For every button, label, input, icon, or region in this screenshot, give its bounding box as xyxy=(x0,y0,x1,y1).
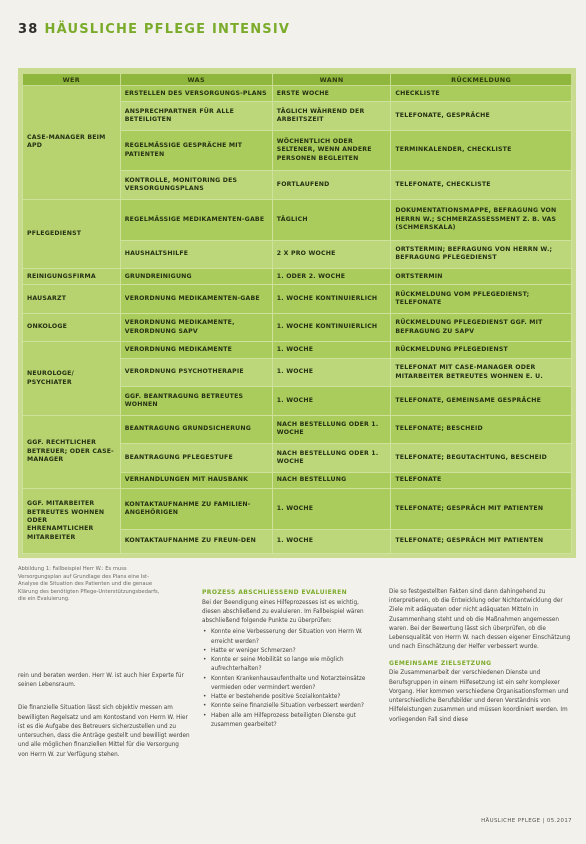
cell-wann: TÄGLICH xyxy=(272,199,391,240)
cell-wann: NACH BESTELLUNG ODER 1. WOCHE xyxy=(272,444,391,472)
cell-rueckmeldung: RÜCKMELDUNG PFLEGEDIENST GGF. MIT BEFRAGUNG ZU SAPV xyxy=(391,313,572,341)
cell-was: REGELMÄSSIGE MEDIKAMENTEN-GABE xyxy=(120,199,272,240)
table-row xyxy=(23,86,572,102)
cell-was: KONTAKTAUFNAHME ZU FAMILIEN-ANGEHÖRIGEN xyxy=(120,489,272,530)
text-column-3 xyxy=(389,588,573,727)
header-was: WAS xyxy=(120,74,272,86)
table-body xyxy=(23,86,572,554)
page-footer: HÄUSLICHE PFLEGE | 05.2017 xyxy=(481,818,572,824)
cell-wer: CASE-MANAGER BEIM APD xyxy=(23,86,121,200)
cell-was: VERORDNUNG MEDIKAMENTE, VERORDNUNG SAPV xyxy=(120,313,272,341)
cell-wann: FORTLAUFEND xyxy=(272,171,391,199)
cell-wer: NEUROLOGE/ PSYCHIATER xyxy=(23,342,121,415)
cell-rueckmeldung: TELEFONATE, GEMEINSAME GESPRÄCHE xyxy=(391,387,572,415)
list-item: • Hatte er bestehende positive Sozialkontakte? xyxy=(202,693,378,702)
list-item: • Hatte er weniger Schmerzen? xyxy=(202,647,378,656)
paragraph: Bei der Beendigung eines Hilfeprozesses ist es wichtig, diesen abschließend zu evaluieren. Im Fallbeispiel wären abschließend folgende Punkte zu überprüfen: xyxy=(202,599,364,625)
cell-wer: REINIGUNGSFIRMA xyxy=(23,268,121,284)
table-row xyxy=(23,268,572,284)
section-heading: GEMEINSAME ZIELSETZUNG xyxy=(389,659,492,667)
cell-wer: GGF. RECHTLICHER BETREUER; ODER CASE-MANAGER xyxy=(23,415,121,488)
cell-rueckmeldung: TERMINKALENDER, CHECKLISTE xyxy=(391,130,572,171)
cell-was: GGF. BEANTRAGUNG BETREUTES WOHNEN xyxy=(120,387,272,415)
cell-rueckmeldung: TELEFONATE; GESPRÄCH MIT PATIENTEN xyxy=(391,489,572,530)
cell-was: KONTROLLE, MONITORING DES VERSORGUNGSPLANS xyxy=(120,171,272,199)
cell-was: GRUNDREINIGUNG xyxy=(120,268,272,284)
header-wer: WER xyxy=(23,74,121,86)
cell-wann: ERSTE WOCHE xyxy=(272,86,391,102)
cell-was: KONTAKTAUFNAHME ZU FREUN-DEN xyxy=(120,530,272,554)
page-header xyxy=(18,22,290,37)
cell-was: HAUSHALTSHILFE xyxy=(120,240,272,268)
magazine-title: HÄUSLICHE PFLEGE INTENSIV xyxy=(44,22,291,37)
table-header-row xyxy=(23,74,572,86)
cell-wann: NACH BESTELLUNG ODER 1. WOCHE xyxy=(272,415,391,443)
cell-rueckmeldung: TELEFONATE; BESCHEID xyxy=(391,415,572,443)
cell-wann: 1. WOCHE xyxy=(272,342,391,358)
cell-rueckmeldung: TELEFONATE; BEGUTACHTUNG, BESCHEID xyxy=(391,444,572,472)
cell-wann: 1. ODER 2. WOCHE xyxy=(272,268,391,284)
cell-wer: HAUSARZT xyxy=(23,285,121,313)
header-rueckmeldung: RÜCKMELDUNG xyxy=(391,74,572,86)
cell-wann: 1. WOCHE xyxy=(272,358,391,386)
care-plan-table-panel xyxy=(18,68,576,558)
header-wann: WANN xyxy=(272,74,391,86)
cell-was: VERORDNUNG PSYCHOTHERAPIE xyxy=(120,358,272,386)
cell-wann: 2 X PRO WOCHE xyxy=(272,240,391,268)
cell-rueckmeldung: TELEFONAT MIT CASE-MANAGER ODER MITARBEITER BETREUTES WOHNEN E. U. xyxy=(391,358,572,386)
cell-wann: 1. WOCHE xyxy=(272,530,391,554)
table-row xyxy=(23,415,572,443)
cell-was: ANSPRECHPARTNER FÜR ALLE BETEILIGTEN xyxy=(120,102,272,130)
cell-was: VERORDNUNG MEDIKAMENTEN-GABE xyxy=(120,285,272,313)
cell-was: ERSTELLEN DES VERSORGUNGS-PLANS xyxy=(120,86,272,102)
paragraph: Die so festgestellten Fakten sind dann dahingehend zu interpretieren, ob die Entwicklung oder Nichtentwicklung der Ziele mit adäquaten oder nicht adäquaten Mitteln in Zusammenhang steht und ob die Maßnahmen angemessen waren. Bei der Bewertung lässt sich überprüfen, ob die Lebensqualität von Herrn W. nach dessen eigener Einschätzung und nach Einschätzung der Helfer verbessert wurde. xyxy=(389,589,571,651)
list-item: • Konnte seine finanzielle Situation verbessert werden? xyxy=(202,702,378,711)
cell-wer: ONKOLOGE xyxy=(23,313,121,341)
cell-was: VERHANDLUNGEN MIT HAUSBANK xyxy=(120,472,272,488)
cell-wer: PFLEGEDIENST xyxy=(23,199,121,268)
evaluation-list xyxy=(202,628,378,730)
paragraph: rein und beraten werden. Herr W. ist auch hier Experte für seinen Lebensraum. xyxy=(18,673,184,689)
cell-rueckmeldung: CHECKLISTE xyxy=(391,86,572,102)
cell-rueckmeldung: RÜCKMELDUNG PFLEGEDIENST xyxy=(391,342,572,358)
paragraph: Die Zusammenarbeit der verschiedenen Dienste und Berufsgruppen in einem Hilfesetzung ist ein sehr komplexer Vorgang. Hier kommen verschiedene Organisationsformen und unterschiedliche Berufsbilder und deren Verständnis von Hilfeleistungen zusammen und müssen koordiniert werden. Im vorliegenden Fall sind diese xyxy=(389,670,569,723)
cell-was: BEANTRAGUNG GRUNDSICHERUNG xyxy=(120,415,272,443)
list-item: • Konnten Krankenhausaufenthalte und Notarzteinsätze vermieden oder vermindert werden? xyxy=(202,675,378,693)
cell-rueckmeldung: TELEFONATE; GESPRÄCH MIT PATIENTEN xyxy=(391,530,572,554)
list-item: • Konnte eine Verbesserung der Situation von Herrn W. erreicht werden? xyxy=(202,628,378,646)
cell-rueckmeldung: DOKUMENTATIONSMAPPE, BEFRAGUNG VON HERRN W.; SCHMERZASSESSMENT Z. B. VAS (SCHMERSKALA) xyxy=(391,199,572,240)
paragraph: Die finanzielle Situation lässt sich objektiv messen am bewilligten Regelsatz und am Kontostand von Herrn W. Hier ist es die Aufgabe des Betreuers sicherzustellen und zu untersuchen, dass die Anträge gestellt und bewilligt werden und alle möglichen finanziellen Mittel für die Versorgung von Herrn W. zur Verfügung stehen. xyxy=(18,705,190,758)
text-column-1 xyxy=(18,672,190,762)
table-row xyxy=(23,342,572,358)
section-heading: PROZESS ABSCHLIESSEND EVALUIEREN xyxy=(202,589,348,596)
cell-was: BEANTRAGUNG PFLEGESTUFE xyxy=(120,444,272,472)
cell-wer: GGF. MITARBEITER BETREUTES WOHNEN ODER EHRENAMTLICHER MITARBEITER xyxy=(23,489,121,554)
cell-wann: TÄGLICH WÄHREND DER ARBEITSZEIT xyxy=(272,102,391,130)
list-item: • Haben alle am Hilfeprozess beteiligten Dienste gut zusammen gearbeitet? xyxy=(202,712,378,730)
cell-wann: WÖCHENTLICH ODER SELTENER, WENN ANDERE PERSONEN BEGLEITEN xyxy=(272,130,391,171)
cell-rueckmeldung: TELEFONATE xyxy=(391,472,572,488)
cell-wann: NACH BESTELLUNG xyxy=(272,472,391,488)
text-column-2 xyxy=(202,588,378,730)
list-item: • Konnte er seine Mobilität so lange wie möglich aufrechterhalten? xyxy=(202,656,378,674)
cell-rueckmeldung: ORTSTERMIN xyxy=(391,268,572,284)
cell-wann: 1. WOCHE KONTINUIERLICH xyxy=(272,313,391,341)
cell-wann: 1. WOCHE xyxy=(272,387,391,415)
care-plan-table xyxy=(22,73,572,554)
cell-rueckmeldung: TELEFONATE, CHECKLISTE xyxy=(391,171,572,199)
table-row xyxy=(23,489,572,530)
table-caption: Abbildung 1: Fallbeispiel Herr W.: Es muss Versorgungsplan auf Grundlage des Plans eine Ist-Analyse die Situation des Patienten und die genaue Klärung des benötigten Pflege-Unterstützungsbedarfs, die ein Evaluierung. xyxy=(18,566,160,603)
table-row xyxy=(23,313,572,341)
cell-rueckmeldung: TELEFONATE, GESPRÄCHE xyxy=(391,102,572,130)
cell-wann: 1. WOCHE KONTINUIERLICH xyxy=(272,285,391,313)
cell-wann: 1. WOCHE xyxy=(272,489,391,530)
cell-rueckmeldung: ORTSTERMIN; BEFRAGUNG VON HERRN W.; BEFRAGUNG PFLEGEDIENST xyxy=(391,240,572,268)
table-row xyxy=(23,199,572,240)
cell-was: VERORDNUNG MEDIKAMENTE xyxy=(120,342,272,358)
table-row xyxy=(23,285,572,313)
cell-was: REGELMÄSSIGE GESPRÄCHE MIT PATIENTEN xyxy=(120,130,272,171)
cell-rueckmeldung: RÜCKMELDUNG VOM PFLEGEDIENST; TELEFONATE xyxy=(391,285,572,313)
page-number: 38 xyxy=(18,22,39,37)
